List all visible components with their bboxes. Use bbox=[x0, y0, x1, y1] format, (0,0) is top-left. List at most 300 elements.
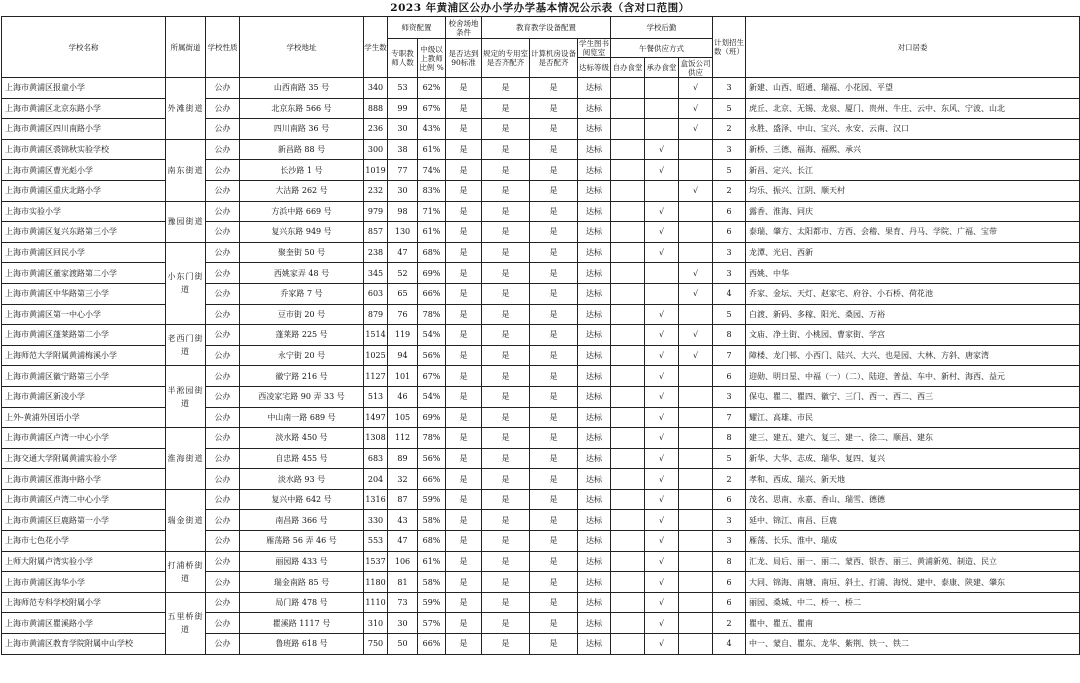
cell-contract-canteen: √ bbox=[645, 428, 679, 449]
table-row bbox=[2, 428, 1080, 449]
cell-contract-canteen bbox=[645, 78, 679, 99]
table-row bbox=[2, 139, 1080, 160]
cell-teachers: 30 bbox=[388, 180, 418, 201]
cell-students: 310 bbox=[364, 613, 388, 634]
cell-neighborhoods: 延中、锦江、南昌、巨鹿 bbox=[746, 510, 1080, 531]
cell-plan-classes: 3 bbox=[713, 78, 746, 99]
cell-boxed-meal bbox=[679, 386, 713, 407]
cell-plan-classes: 6 bbox=[713, 366, 746, 387]
cell-senior-ratio: 68% bbox=[418, 242, 446, 263]
cell-neighborhoods: 西姚、中华 bbox=[746, 263, 1080, 284]
cell-nature: 公办 bbox=[206, 242, 240, 263]
cell-plan-classes: 6 bbox=[713, 592, 746, 613]
cell-site-90: 是 bbox=[446, 510, 482, 531]
cell-boxed-meal bbox=[679, 613, 713, 634]
cell-nature: 公办 bbox=[206, 160, 240, 181]
cell-special-rooms: 是 bbox=[482, 201, 530, 222]
cell-senior-ratio: 57% bbox=[418, 613, 446, 634]
cell-contract-canteen: √ bbox=[645, 366, 679, 387]
cell-neighborhoods: 大同、锦海、南塘、南垣、斜土、打浦、海悦、建中、泰康、陕建、肇东 bbox=[746, 572, 1080, 593]
cell-library-level: 达标 bbox=[578, 469, 611, 490]
cell-address: 北京东路 566 号 bbox=[240, 98, 364, 119]
cell-senior-ratio: 58% bbox=[418, 510, 446, 531]
cell-boxed-meal bbox=[679, 222, 713, 243]
cell-teachers: 46 bbox=[388, 386, 418, 407]
cell-address: 淡水路 450 号 bbox=[240, 428, 364, 449]
cell-site-90: 是 bbox=[446, 119, 482, 140]
cell-library-level: 达标 bbox=[578, 180, 611, 201]
cell-boxed-meal bbox=[679, 304, 713, 325]
cell-nature: 公办 bbox=[206, 345, 240, 366]
cell-address: 瞿溪路 1117 号 bbox=[240, 613, 364, 634]
table-row bbox=[2, 180, 1080, 201]
cell-library-level: 达标 bbox=[578, 201, 611, 222]
cell-contract-canteen bbox=[645, 283, 679, 304]
cell-self-canteen bbox=[611, 592, 645, 613]
cell-special-rooms: 是 bbox=[482, 634, 530, 655]
cell-students: 1110 bbox=[364, 592, 388, 613]
cell-contract-canteen: √ bbox=[645, 325, 679, 346]
cell-plan-classes: 6 bbox=[713, 572, 746, 593]
cell-students: 300 bbox=[364, 139, 388, 160]
cell-nature: 公办 bbox=[206, 304, 240, 325]
cell-library-level: 达标 bbox=[578, 428, 611, 449]
cell-school-name: 上海市黄浦区第一中心小学 bbox=[2, 304, 166, 325]
table-row bbox=[2, 78, 1080, 99]
cell-plan-classes: 5 bbox=[713, 160, 746, 181]
cell-nature: 公办 bbox=[206, 448, 240, 469]
header-senior-ratio: 中级以上教师比例 % bbox=[418, 39, 446, 78]
cell-address: 新昌路 88 号 bbox=[240, 139, 364, 160]
table-row bbox=[2, 119, 1080, 140]
cell-nature: 公办 bbox=[206, 592, 240, 613]
table-row bbox=[2, 510, 1080, 531]
cell-plan-classes: 4 bbox=[713, 283, 746, 304]
cell-school-name: 上外-黄浦外国语小学 bbox=[2, 407, 166, 428]
cell-self-canteen bbox=[611, 551, 645, 572]
cell-computer-rooms: 是 bbox=[530, 428, 578, 449]
cell-neighborhoods: 龙潭、光启、西新 bbox=[746, 242, 1080, 263]
cell-special-rooms: 是 bbox=[482, 469, 530, 490]
cell-senior-ratio: 43% bbox=[418, 119, 446, 140]
header-lunch-supply: 午餐供应方式 bbox=[611, 39, 713, 58]
cell-site-90: 是 bbox=[446, 428, 482, 449]
cell-plan-classes: 3 bbox=[713, 242, 746, 263]
cell-library-level: 达标 bbox=[578, 634, 611, 655]
cell-neighborhoods: 孝和、西成、瑞兴、新天地 bbox=[746, 469, 1080, 490]
cell-computer-rooms: 是 bbox=[530, 283, 578, 304]
cell-site-90: 是 bbox=[446, 180, 482, 201]
table-row bbox=[2, 551, 1080, 572]
cell-school-name: 上海师范大学附属黄浦梅溪小学 bbox=[2, 345, 166, 366]
cell-school-name: 上海市黄浦区中华路第三小学 bbox=[2, 283, 166, 304]
cell-address: 乔家路 7 号 bbox=[240, 283, 364, 304]
cell-boxed-meal bbox=[679, 448, 713, 469]
cell-district: 五里桥街道 bbox=[166, 592, 206, 654]
cell-students: 750 bbox=[364, 634, 388, 655]
cell-site-90: 是 bbox=[446, 366, 482, 387]
cell-contract-canteen: √ bbox=[645, 489, 679, 510]
table-row bbox=[2, 160, 1080, 181]
cell-teachers: 119 bbox=[388, 325, 418, 346]
cell-senior-ratio: 56% bbox=[418, 345, 446, 366]
cell-computer-rooms: 是 bbox=[530, 160, 578, 181]
cell-address: 长沙路 1 号 bbox=[240, 160, 364, 181]
table-row bbox=[2, 531, 1080, 552]
cell-district: 豫园街道 bbox=[166, 201, 206, 242]
cell-library-level: 达标 bbox=[578, 489, 611, 510]
cell-students: 1316 bbox=[364, 489, 388, 510]
cell-site-90: 是 bbox=[446, 634, 482, 655]
cell-neighborhoods: 永胜、盛泽、中山、宝兴、永安、云南、汉口 bbox=[746, 119, 1080, 140]
cell-self-canteen bbox=[611, 201, 645, 222]
cell-contract-canteen: √ bbox=[645, 531, 679, 552]
cell-site-90: 是 bbox=[446, 304, 482, 325]
cell-address: 复兴东路 949 号 bbox=[240, 222, 364, 243]
cell-neighborhoods: 迎勋、明日星、中福（一）（二）、陆迎、普益、车中、新村、海西、益元 bbox=[746, 366, 1080, 387]
cell-senior-ratio: 66% bbox=[418, 283, 446, 304]
cell-plan-classes: 8 bbox=[713, 551, 746, 572]
cell-self-canteen bbox=[611, 448, 645, 469]
page-title: 2023 年黄浦区公办小学办学基本情况公示表（含对口范围） bbox=[390, 2, 690, 14]
cell-contract-canteen: √ bbox=[645, 613, 679, 634]
cell-neighborhoods: 新华、大华、志成、瑞华、复四、复兴 bbox=[746, 448, 1080, 469]
cell-address: 丽园路 433 号 bbox=[240, 551, 364, 572]
table-row bbox=[2, 345, 1080, 366]
cell-neighborhoods: 白渡、新码、多稼、阳光、桑园、万裕 bbox=[746, 304, 1080, 325]
cell-nature: 公办 bbox=[206, 469, 240, 490]
cell-senior-ratio: 61% bbox=[418, 139, 446, 160]
table-row bbox=[2, 592, 1080, 613]
cell-teachers: 98 bbox=[388, 201, 418, 222]
cell-plan-classes: 6 bbox=[713, 489, 746, 510]
table-row bbox=[2, 283, 1080, 304]
cell-school-name: 上海市黄浦区徽宁路第三小学 bbox=[2, 366, 166, 387]
cell-library-level: 达标 bbox=[578, 160, 611, 181]
cell-special-rooms: 是 bbox=[482, 78, 530, 99]
cell-boxed-meal bbox=[679, 489, 713, 510]
header-edu-equipment-group: 教育教学设备配置 bbox=[482, 17, 611, 39]
cell-special-rooms: 是 bbox=[482, 386, 530, 407]
cell-library-level: 达标 bbox=[578, 531, 611, 552]
header-students: 学生数 bbox=[364, 17, 388, 78]
cell-contract-canteen: √ bbox=[645, 448, 679, 469]
cell-plan-classes: 2 bbox=[713, 613, 746, 634]
cell-computer-rooms: 是 bbox=[530, 180, 578, 201]
cell-senior-ratio: 54% bbox=[418, 386, 446, 407]
cell-teachers: 89 bbox=[388, 448, 418, 469]
cell-school-name: 上海市黄浦区卢湾二中心小学 bbox=[2, 489, 166, 510]
cell-students: 888 bbox=[364, 98, 388, 119]
cell-boxed-meal bbox=[679, 160, 713, 181]
cell-teachers: 50 bbox=[388, 634, 418, 655]
cell-boxed-meal: √ bbox=[679, 180, 713, 201]
cell-neighborhoods: 建三、建五、建六、复三、建一、徐二、顺昌、建东 bbox=[746, 428, 1080, 449]
header-school-name: 学校名称 bbox=[2, 17, 166, 78]
cell-computer-rooms: 是 bbox=[530, 572, 578, 593]
cell-senior-ratio: 67% bbox=[418, 98, 446, 119]
table-header bbox=[2, 17, 1080, 78]
cell-students: 1180 bbox=[364, 572, 388, 593]
cell-teachers: 94 bbox=[388, 345, 418, 366]
cell-nature: 公办 bbox=[206, 386, 240, 407]
cell-self-canteen bbox=[611, 304, 645, 325]
cell-contract-canteen: √ bbox=[645, 572, 679, 593]
cell-neighborhoods: 中一、蒙自、瞿东、龙华、紫荆、铁一、铁二 bbox=[746, 634, 1080, 655]
cell-library-level: 达标 bbox=[578, 78, 611, 99]
cell-contract-canteen: √ bbox=[645, 345, 679, 366]
cell-address: 自忠路 455 号 bbox=[240, 448, 364, 469]
cell-plan-classes: 6 bbox=[713, 222, 746, 243]
cell-special-rooms: 是 bbox=[482, 531, 530, 552]
cell-contract-canteen bbox=[645, 180, 679, 201]
cell-boxed-meal bbox=[679, 428, 713, 449]
cell-special-rooms: 是 bbox=[482, 160, 530, 181]
table-row bbox=[2, 366, 1080, 387]
cell-nature: 公办 bbox=[206, 98, 240, 119]
cell-boxed-meal bbox=[679, 469, 713, 490]
cell-students: 603 bbox=[364, 283, 388, 304]
cell-senior-ratio: 66% bbox=[418, 469, 446, 490]
cell-address: 中山南一路 689 号 bbox=[240, 407, 364, 428]
cell-self-canteen bbox=[611, 366, 645, 387]
cell-special-rooms: 是 bbox=[482, 325, 530, 346]
cell-boxed-meal bbox=[679, 634, 713, 655]
cell-special-rooms: 是 bbox=[482, 139, 530, 160]
cell-site-90: 是 bbox=[446, 201, 482, 222]
cell-students: 1308 bbox=[364, 428, 388, 449]
header-nature: 学校性质 bbox=[206, 17, 240, 78]
cell-self-canteen bbox=[611, 489, 645, 510]
cell-neighborhoods: 泰瑞、肇方、太阳都市、方西、会稽、果育、丹马、学院、广福、宝带 bbox=[746, 222, 1080, 243]
cell-nature: 公办 bbox=[206, 428, 240, 449]
cell-special-rooms: 是 bbox=[482, 119, 530, 140]
cell-plan-classes: 3 bbox=[713, 139, 746, 160]
cell-address: 蓬莱路 225 号 bbox=[240, 325, 364, 346]
cell-teachers: 112 bbox=[388, 428, 418, 449]
cell-school-name: 上海交通大学附属黄浦实验小学 bbox=[2, 448, 166, 469]
cell-plan-classes: 5 bbox=[713, 98, 746, 119]
cell-special-rooms: 是 bbox=[482, 551, 530, 572]
cell-special-rooms: 是 bbox=[482, 242, 530, 263]
table-row bbox=[2, 469, 1080, 490]
header-site-group: 校舍场地条件 bbox=[446, 17, 482, 39]
cell-address: 永宁街 20 号 bbox=[240, 345, 364, 366]
cell-library-level: 达标 bbox=[578, 242, 611, 263]
table-row bbox=[2, 222, 1080, 243]
cell-district: 老西门街道 bbox=[166, 325, 206, 366]
cell-library-level: 达标 bbox=[578, 263, 611, 284]
cell-special-rooms: 是 bbox=[482, 98, 530, 119]
cell-contract-canteen: √ bbox=[645, 469, 679, 490]
cell-special-rooms: 是 bbox=[482, 428, 530, 449]
cell-computer-rooms: 是 bbox=[530, 139, 578, 160]
cell-library-level: 达标 bbox=[578, 448, 611, 469]
cell-teachers: 105 bbox=[388, 407, 418, 428]
cell-students: 232 bbox=[364, 180, 388, 201]
header-district: 所属街道 bbox=[166, 17, 206, 78]
cell-boxed-meal bbox=[679, 407, 713, 428]
cell-students: 513 bbox=[364, 386, 388, 407]
cell-library-level: 达标 bbox=[578, 592, 611, 613]
header-plan-classes: 计划招生数（班） bbox=[713, 17, 746, 78]
header-computer-rooms: 计算机房设备是否配齐 bbox=[530, 39, 578, 78]
header-neighborhoods: 对口居委 bbox=[746, 17, 1080, 78]
cell-special-rooms: 是 bbox=[482, 304, 530, 325]
cell-plan-classes: 3 bbox=[713, 386, 746, 407]
cell-plan-classes: 4 bbox=[713, 634, 746, 655]
cell-site-90: 是 bbox=[446, 160, 482, 181]
cell-library-level: 达标 bbox=[578, 283, 611, 304]
cell-site-90: 是 bbox=[446, 242, 482, 263]
cell-nature: 公办 bbox=[206, 531, 240, 552]
header-self-canteen: 自办食堂 bbox=[611, 58, 645, 78]
cell-school-name: 上海市黄浦区淮海中路小学 bbox=[2, 469, 166, 490]
cell-school-name: 上海市黄浦区回民小学 bbox=[2, 242, 166, 263]
cell-district: 打浦桥街道 bbox=[166, 551, 206, 592]
cell-address: 鲁班路 618 号 bbox=[240, 634, 364, 655]
cell-nature: 公办 bbox=[206, 139, 240, 160]
cell-self-canteen bbox=[611, 98, 645, 119]
cell-nature: 公办 bbox=[206, 78, 240, 99]
cell-self-canteen bbox=[611, 510, 645, 531]
header-logistics-group: 学校后勤 bbox=[611, 17, 713, 39]
cell-computer-rooms: 是 bbox=[530, 98, 578, 119]
cell-teachers: 47 bbox=[388, 242, 418, 263]
cell-boxed-meal: √ bbox=[679, 325, 713, 346]
cell-contract-canteen: √ bbox=[645, 222, 679, 243]
cell-contract-canteen bbox=[645, 119, 679, 140]
cell-computer-rooms: 是 bbox=[530, 634, 578, 655]
cell-senior-ratio: 78% bbox=[418, 304, 446, 325]
cell-special-rooms: 是 bbox=[482, 407, 530, 428]
cell-site-90: 是 bbox=[446, 407, 482, 428]
cell-school-name: 上海市黄浦区卢湾一中心小学 bbox=[2, 428, 166, 449]
cell-address: 山西南路 35 号 bbox=[240, 78, 364, 99]
table-row bbox=[2, 242, 1080, 263]
cell-contract-canteen: √ bbox=[645, 407, 679, 428]
cell-neighborhoods: 雁荡、长乐、淮中、瑞成 bbox=[746, 531, 1080, 552]
cell-teachers: 53 bbox=[388, 78, 418, 99]
cell-senior-ratio: 61% bbox=[418, 551, 446, 572]
cell-address: 淡水路 93 号 bbox=[240, 469, 364, 490]
cell-plan-classes: 5 bbox=[713, 304, 746, 325]
cell-school-name: 上海市黄浦区海华小学 bbox=[2, 572, 166, 593]
cell-special-rooms: 是 bbox=[482, 366, 530, 387]
cell-district: 小东门街道 bbox=[166, 242, 206, 324]
cell-site-90: 是 bbox=[446, 78, 482, 99]
cell-school-name: 上海市黄浦区复兴东路第三小学 bbox=[2, 222, 166, 243]
cell-self-canteen bbox=[611, 119, 645, 140]
cell-site-90: 是 bbox=[446, 448, 482, 469]
cell-school-name: 上海市黄浦区巨鹿路第一小学 bbox=[2, 510, 166, 531]
cell-school-name: 上师大附属卢湾实验小学 bbox=[2, 551, 166, 572]
cell-senior-ratio: 61% bbox=[418, 222, 446, 243]
cell-school-name: 上海市黄浦区报童小学 bbox=[2, 78, 166, 99]
cell-address: 西凌家宅路 90 弄 33 号 bbox=[240, 386, 364, 407]
cell-boxed-meal: √ bbox=[679, 283, 713, 304]
cell-students: 1497 bbox=[364, 407, 388, 428]
cell-students: 553 bbox=[364, 531, 388, 552]
cell-self-canteen bbox=[611, 634, 645, 655]
cell-library-level: 达标 bbox=[578, 119, 611, 140]
cell-students: 236 bbox=[364, 119, 388, 140]
cell-neighborhoods: 新桥、三德、福海、福熙、承兴 bbox=[746, 139, 1080, 160]
cell-self-canteen bbox=[611, 242, 645, 263]
cell-site-90: 是 bbox=[446, 386, 482, 407]
cell-special-rooms: 是 bbox=[482, 263, 530, 284]
cell-teachers: 130 bbox=[388, 222, 418, 243]
cell-neighborhoods: 耀江、高雄、市民 bbox=[746, 407, 1080, 428]
cell-school-name: 上海市黄浦区裘锦秋实验学校 bbox=[2, 139, 166, 160]
cell-teachers: 38 bbox=[388, 139, 418, 160]
cell-self-canteen bbox=[611, 283, 645, 304]
cell-library-level: 达标 bbox=[578, 572, 611, 593]
cell-students: 1025 bbox=[364, 345, 388, 366]
cell-teachers: 47 bbox=[388, 531, 418, 552]
table-row bbox=[2, 263, 1080, 284]
cell-special-rooms: 是 bbox=[482, 283, 530, 304]
cell-school-name: 上海市黄浦区四川南路小学 bbox=[2, 119, 166, 140]
cell-library-level: 达标 bbox=[578, 98, 611, 119]
cell-computer-rooms: 是 bbox=[530, 78, 578, 99]
cell-self-canteen bbox=[611, 407, 645, 428]
cell-nature: 公办 bbox=[206, 489, 240, 510]
table-body bbox=[2, 78, 1080, 655]
cell-boxed-meal bbox=[679, 510, 713, 531]
cell-plan-classes: 8 bbox=[713, 428, 746, 449]
table-row bbox=[2, 304, 1080, 325]
cell-contract-canteen: √ bbox=[645, 634, 679, 655]
cell-nature: 公办 bbox=[206, 325, 240, 346]
cell-contract-canteen: √ bbox=[645, 592, 679, 613]
cell-nature: 公办 bbox=[206, 366, 240, 387]
cell-computer-rooms: 是 bbox=[530, 407, 578, 428]
cell-contract-canteen: √ bbox=[645, 139, 679, 160]
cell-students: 879 bbox=[364, 304, 388, 325]
cell-self-canteen bbox=[611, 160, 645, 181]
cell-special-rooms: 是 bbox=[482, 222, 530, 243]
cell-boxed-meal bbox=[679, 592, 713, 613]
cell-senior-ratio: 74% bbox=[418, 160, 446, 181]
cell-site-90: 是 bbox=[446, 592, 482, 613]
cell-neighborhoods: 虎丘、北京、无锡、龙泉、厦门、贵州、牛庄、云中、东风、宁波、山北 bbox=[746, 98, 1080, 119]
cell-site-90: 是 bbox=[446, 551, 482, 572]
cell-nature: 公办 bbox=[206, 634, 240, 655]
cell-teachers: 81 bbox=[388, 572, 418, 593]
cell-computer-rooms: 是 bbox=[530, 263, 578, 284]
cell-students: 330 bbox=[364, 510, 388, 531]
cell-library-level: 达标 bbox=[578, 386, 611, 407]
cell-school-name: 上海市黄浦区重庆北路小学 bbox=[2, 180, 166, 201]
cell-site-90: 是 bbox=[446, 489, 482, 510]
cell-site-90: 是 bbox=[446, 572, 482, 593]
cell-contract-canteen: √ bbox=[645, 201, 679, 222]
cell-contract-canteen bbox=[645, 98, 679, 119]
cell-library-level: 达标 bbox=[578, 551, 611, 572]
cell-students: 857 bbox=[364, 222, 388, 243]
cell-senior-ratio: 67% bbox=[418, 366, 446, 387]
cell-special-rooms: 是 bbox=[482, 592, 530, 613]
cell-school-name: 上海市黄浦区瞿溪路小学 bbox=[2, 613, 166, 634]
cell-neighborhoods: 茂名、思南、永嘉、香山、瑞雪、德德 bbox=[746, 489, 1080, 510]
cell-boxed-meal: √ bbox=[679, 98, 713, 119]
cell-school-name: 上海市七色花小学 bbox=[2, 531, 166, 552]
table-row bbox=[2, 613, 1080, 634]
cell-site-90: 是 bbox=[446, 222, 482, 243]
cell-students: 1514 bbox=[364, 325, 388, 346]
cell-self-canteen bbox=[611, 325, 645, 346]
